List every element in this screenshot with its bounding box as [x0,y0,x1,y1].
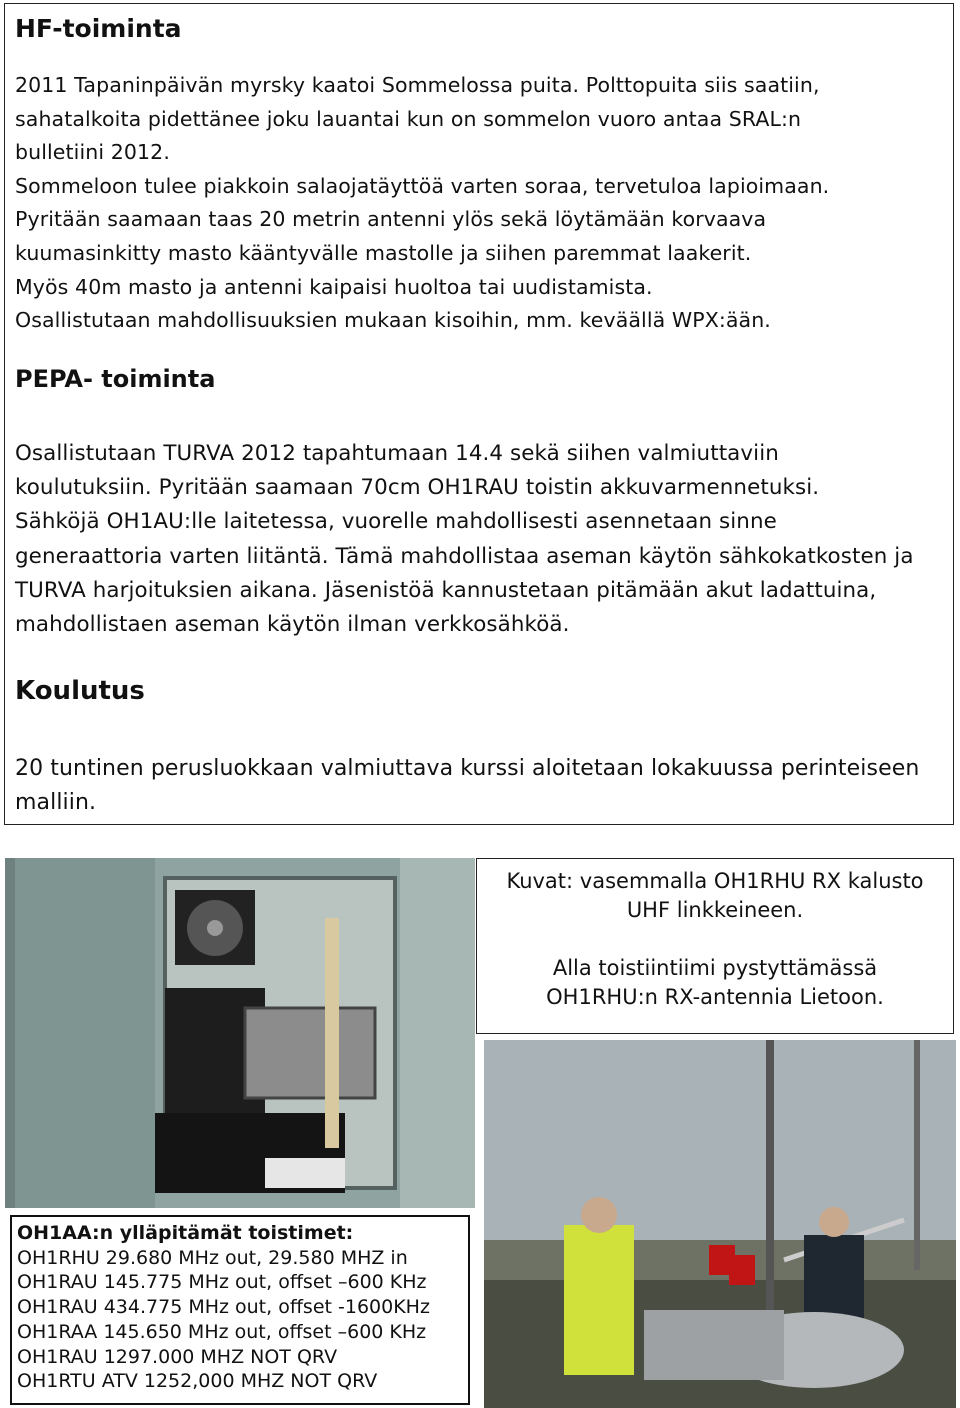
caption-line: UHF linkkeineen. [626,898,804,922]
antenna-crew-photo [484,1040,956,1408]
hf-line: sahatalkoita pidettänee joku lauantai kun on sommelon vuoro antaa SRAL:n [15,106,802,131]
koulutus-paragraph [15,752,919,820]
repeater-item: OH1RHU 29.680 MHz out, 29.580 MHZ in [17,1246,408,1269]
repeater-item: OH1RTU ATV 1252,000 MHZ NOT QRV [17,1370,378,1393]
repeater-item: OH1RAU 145.775 MHz out, offset –600 KHz [17,1271,427,1294]
hf-line: Pyritään saamaan taas 20 metrin antenni ylös sekä löytämään korvaava [15,207,767,232]
repeater-list-title: OH1AA:n ylläpitämät toistimet: [17,1222,354,1244]
koulutus-line: 20 tuntinen perusluokkaan valmiuttava kurssi aloitetaan lokakuussa perinteiseen [15,756,920,781]
hf-heading: HF-toiminta [15,14,182,43]
pepa-line: TURVA harjoituksien aikana. Jäsenistöä kannustetaan pitämään akut ladattuina, [15,577,877,603]
pepa-paragraph [15,437,914,642]
hf-line: kuumasinkitty masto kääntyvälle mastolle ja siihen paremmat laakerit. [15,240,752,265]
hf-line: Osallistutaan mahdollisuuksien mukaan kisoihin, mm. keväällä WPX:ään. [15,308,771,333]
repeater-item: OH1RAU 1297.000 MHZ NOT QRV [17,1345,338,1368]
caption-spacer [477,925,953,954]
repeater-item: OH1RAU 434.775 MHz out, offset -1600KHz [17,1296,430,1319]
pepa-line: mahdollistaen aseman käytön ilman verkkosähköä. [15,612,570,638]
rx-equipment-photo [5,858,475,1208]
repeater-item: OH1RAA 145.650 MHz out, offset –600 KHz [17,1320,427,1343]
caption-line: Kuvat: vasemmalla OH1RHU RX kalusto [506,869,924,893]
caption-line: OH1RHU:n RX-antennia Lietoon. [546,985,884,1009]
pepa-line: koulutuksiin. Pyritään saamaan 70cm OH1RAU toistin akkuvarmennetuksi. [15,475,820,501]
hf-line: Sommeloon tulee piakkoin salaojatäyttöä varten soraa, tervetuloa lapioimaan. [15,173,830,198]
photo-caption [476,858,954,1034]
pepa-line: Osallistutaan TURVA 2012 tapahtumaan 14.4 sekä siihen valmiuttaviin [15,441,779,466]
text-panel [4,3,954,825]
hf-line: bulletiini 2012. [15,140,170,165]
antenna-crew-illustration [484,1040,956,1408]
hf-line: 2011 Tapaninpäivän myrsky kaatoi Sommelossa puita. Polttopuita siis saatiin, [15,73,820,97]
rx-equipment-illustration [5,858,475,1208]
pepa-heading: PEPA- toiminta [15,365,216,393]
hf-line: Myös 40m masto ja antenni kaipaisi huoltoa tai uudistamista. [15,274,653,299]
caption-line: Alla toistiintiimi pystyttämässä [552,956,878,980]
koulutus-heading: Koulutus [15,676,145,706]
hf-paragraph [15,69,829,338]
koulutus-line: malliin. [15,790,97,815]
pepa-line: Sähköjä OH1AU:lle laitetessa, vuorelle mahdollisesti asennetaan sinne [15,509,777,535]
repeater-list [10,1215,470,1405]
pepa-line: generaattoria varten liitäntä. Tämä mahdollistaa aseman käytön sähkokatkosten ja [15,543,914,569]
